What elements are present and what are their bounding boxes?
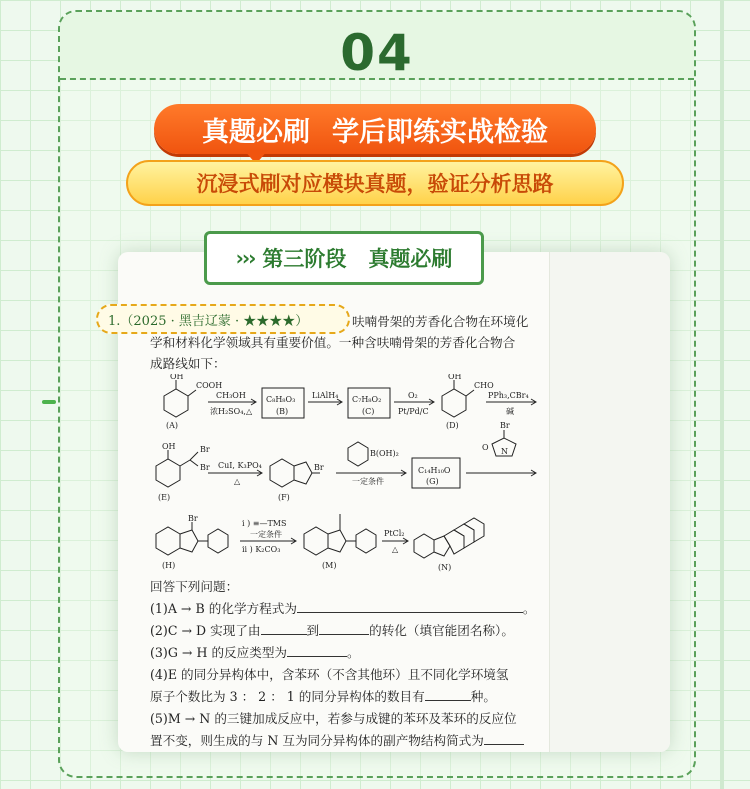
answer-blank-3[interactable] (287, 644, 347, 657)
r3-bot: Pt/Pd/C (398, 407, 429, 416)
r3-top: O₂ (408, 391, 418, 400)
r6-top: B(OH)₂ (370, 449, 399, 458)
answer-blank-4[interactable] (425, 688, 471, 701)
section-header (60, 12, 694, 80)
r7-mid: 一定条件 (250, 530, 282, 539)
D-sub1: OH (448, 374, 462, 381)
banner-main-part2: 学后即练实战检验 (332, 116, 548, 148)
question-line3: 成路线如下： (150, 356, 226, 371)
NBS-Br: Br (500, 421, 510, 430)
C-label: (C) (362, 407, 375, 416)
synthesis-scheme (146, 374, 540, 574)
F-label: (F) (278, 493, 290, 502)
r1-top: CH₃OH (216, 391, 246, 400)
stage-title: 真题必刷 (368, 247, 453, 271)
question-4a: (4)E 的同分异构体中，含苯环（不含其他环）且不同化学环境氢 (150, 667, 509, 682)
ring-D (442, 389, 466, 417)
r4-top: PPh₃,CBr₄ (488, 391, 529, 400)
ring-phenyl-boronic (348, 442, 368, 466)
N-label: (N) (438, 563, 452, 572)
B-label: (B) (276, 407, 289, 416)
question-line1-tail: 呋喃骨架的芳香化合物在环境化 (352, 314, 529, 329)
prompt-line: 回答下列问题： (150, 579, 239, 594)
ring-N-2 (434, 536, 450, 556)
r4-bot: 碱 (506, 407, 514, 416)
H-label: (H) (162, 561, 176, 570)
scheme-svg (146, 374, 540, 574)
NBS-O: O (482, 443, 489, 452)
A-sub2: COOH (196, 381, 223, 390)
D-sub2: CHO (474, 381, 494, 390)
r6-bot: 一定条件 (352, 477, 384, 486)
ring-H-furan (180, 530, 198, 552)
q1-end: 。 (522, 601, 536, 616)
C-formula: C₇H₈O₂ (352, 395, 382, 404)
ring-F-furan (294, 462, 312, 484)
D-label: (D) (446, 421, 459, 430)
answer-blank-2a[interactable] (261, 622, 307, 635)
question-5b (150, 730, 534, 749)
M-label: (M) (322, 561, 337, 570)
q1-text: (1)A → B 的化学方程式为 (150, 601, 297, 616)
ring-A (164, 389, 188, 417)
A-label: (A) (166, 421, 179, 430)
r8-bot: △ (392, 545, 399, 554)
r2-top: LiAlH₄ (312, 391, 339, 400)
r5-bot: △ (234, 477, 241, 486)
leaf-decoration (42, 400, 56, 404)
question-1 (150, 598, 534, 617)
ring-H-benzene (156, 527, 180, 555)
q4-text: 原子个数比为 3 ： 2 ： 1 的同分异构体的数目有 (150, 689, 425, 704)
ring-M-benzene (304, 527, 328, 555)
G-label: (G) (426, 477, 439, 486)
paper-edge (549, 252, 670, 752)
E-label: (E) (158, 493, 171, 502)
answer-blank-5[interactable] (484, 732, 524, 745)
NBS-N: N (501, 447, 508, 456)
ring-F-benzene (270, 459, 294, 487)
E-sub1: OH (162, 442, 176, 451)
ring-N-1 (414, 534, 434, 558)
B-formula: C₈H₈O₃ (266, 395, 296, 404)
q4-end: 种。 (470, 689, 496, 704)
r7-top: i ) ≡—TMS (242, 519, 287, 528)
ring-E (156, 459, 180, 487)
question-source-tag: 1.（2025 · 黑吉辽蒙 · ★★★★） (96, 304, 350, 334)
banner-sub: 沉浸式刷对应模块真题，验证分析思路 (126, 160, 624, 206)
q2-text-c: 的转化（填官能团名称）。 (369, 623, 514, 638)
q3-end: 。 (347, 645, 360, 660)
stage-arrows: ››› (235, 246, 255, 270)
page-right-rule (720, 0, 724, 789)
ring-N-4 (454, 524, 474, 548)
r7-bot: ii ) K₂CO₃ (242, 545, 281, 554)
answer-blank-1[interactable] (297, 600, 523, 613)
question-3 (150, 642, 534, 661)
G-formula: C₁₄H₁₀O (418, 466, 451, 475)
banner-main (154, 104, 596, 154)
section-number: 04 (340, 24, 414, 82)
question-line2: 学和材料化学领域具有重要价值。一种含呋喃骨架的芳香化合物合 (150, 335, 516, 350)
r5-top: CuI, K₃PO₄ (218, 461, 262, 470)
ring-M-phenyl (356, 529, 376, 553)
q2-text-b: 到 (306, 623, 320, 638)
question-5a: (5)M → N 的三键加成反应中，若参与成键的苯环及苯环的反应位 (150, 711, 517, 726)
ring-N-5 (464, 518, 484, 542)
F-sub: Br (314, 463, 324, 472)
question-4b (150, 686, 534, 705)
A-sub1: OH (170, 374, 184, 381)
H-sub: Br (188, 514, 198, 523)
answer-blank-2b[interactable] (319, 622, 369, 635)
question-2 (150, 620, 534, 639)
ring-H-phenyl (208, 529, 228, 553)
r8-top: PtCl₂ (384, 529, 405, 538)
ring-M-furan (328, 530, 346, 552)
E-sub2: Br (200, 445, 210, 454)
stage-label (204, 231, 484, 285)
r1-bot: 浓H₂SO₄,△ (210, 407, 253, 416)
q2-text-a: (2)C → D 实现了由 (150, 623, 261, 638)
q3-text: (3)G → H 的反应类型为 (150, 645, 288, 660)
q5-text: 置不变，则生成的与 N 互为同分异构体的副产物结构简式为 (150, 733, 484, 748)
E-sub3: Br (200, 463, 210, 472)
stage-label-text: 第三阶段 (262, 247, 347, 271)
banner-main-part1: 真题必刷 (202, 116, 310, 148)
